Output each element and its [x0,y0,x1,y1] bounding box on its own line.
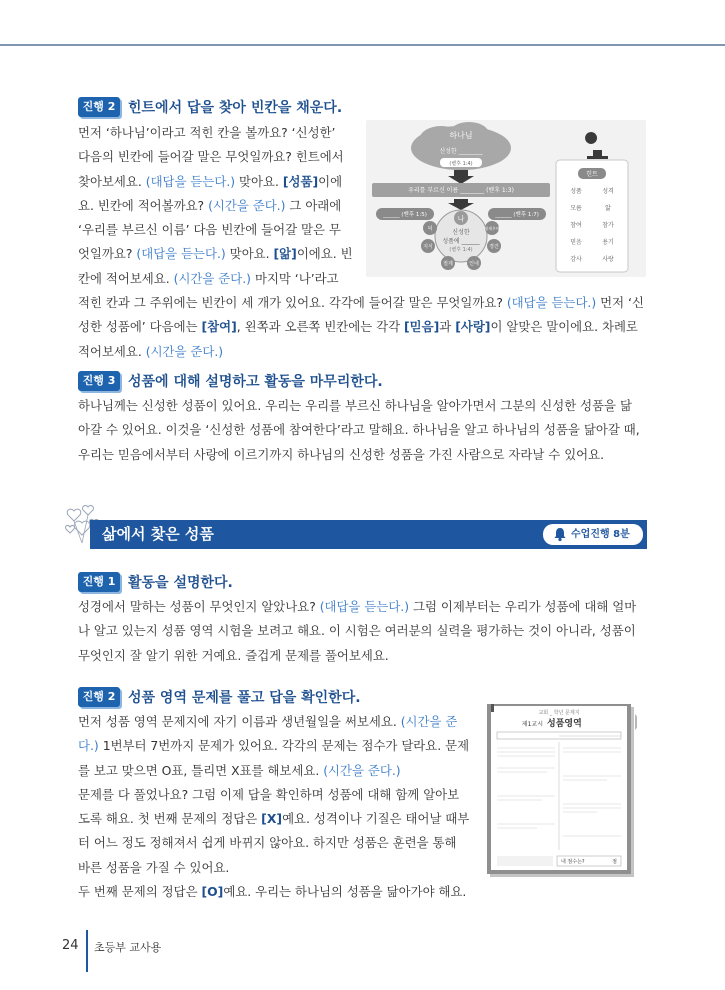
step-badge: 진행 1 [78,572,120,592]
svg-text:앎: 앎 [605,205,611,212]
page-number: 24 [62,938,79,953]
text-run: 우리는 믿음에서부터 사랑에 이르기까지 하나님의 신성한 성품을 가진 사람으로 자라날 수 있어요. [78,446,605,462]
self-title: 나 [457,215,465,223]
bell-icon [553,527,567,542]
text-run: 예요. 성격이나 기질은 태어날 때부 [282,811,470,827]
test-sheet-image [487,700,637,880]
step-heading [78,96,342,118]
top-rule [0,44,725,46]
footer-label: 초등부 교사용 [94,941,162,954]
body-line [78,807,469,831]
text-run: 도록 해요. 첫 번째 문제의 정답은 [78,811,262,827]
answer-text: [앎] [273,246,297,262]
svg-text:______ (벧후 1:5): ______ (벧후 1:5) [383,212,427,218]
svg-text:지식: 지식 [423,244,433,250]
body-line [78,710,469,734]
step-title: 성품 영역 문제를 풀고 답을 확인한다. [128,690,361,706]
body-line [78,759,469,783]
text-run: 적힌 칸과 그 주위에는 빈칸이 세 개가 있어요. 각각에 들어갈 말은 무엇일까요? [78,295,507,311]
step-title: 힌트에서 답을 찾아 빈칸을 채운다. [128,100,343,116]
step-badge: 진행 3 [78,371,120,391]
svg-text:성격: 성격 [602,188,614,195]
svg-text:감사: 감사 [570,256,582,263]
body-line [78,831,469,855]
teacher-cue: (시간을 준다.) [145,343,224,359]
body-line [78,291,644,315]
text-run: 칸에 적어보세요. [78,270,174,286]
svg-text:믿음: 믿음 [570,239,582,246]
diagram-svg [366,120,646,277]
step-heading [78,571,233,593]
text-run: 맞아요. [225,246,274,262]
body-line [78,644,636,668]
teacher-cue: 다.) [78,738,99,754]
text-run: 그 아래에 [285,197,342,213]
svg-text:절제: 절제 [443,261,453,267]
answer-text: [참여] [201,319,237,335]
sheet-period: 제1교시 [521,721,543,728]
svg-text:모름: 모름 [570,205,582,212]
text-run: 문제를 다 풀었나요? 그럼 이제 답을 확인하며 성품에 대해 함께 알아보 [78,786,460,802]
time-label: 수업진행 8분 [571,529,630,540]
section-banner [90,520,647,549]
score-unit: 점 [612,859,617,865]
text-run: 성한 성품에’ 다음에는 [78,319,202,335]
text-run: 적어보세요. [78,343,146,359]
step-badge: 진행 2 [78,97,120,117]
text-run: 찾아보세요. [78,173,146,189]
text-run: 다음의 빈칸에 들어갈 말은 무엇일까요? 힌트에서 [78,149,344,165]
text-run: 그럼 이제부터는 우리가 성품에 대해 얼마 [409,599,637,614]
svg-text:성품: 성품 [570,188,582,195]
text-run: 를 보고 맞으면 O표, 틀리면 X표를 해보세요. [78,762,324,778]
teacher-cue: (시간을 준다.) [323,762,401,778]
text-run: 이 알맞은 말이에요. 차례로 [490,319,638,335]
text-run: 1번부터 7번까지 문제가 있어요. 각각의 문제는 점수가 달라요. 문제 [98,738,470,754]
text-run: , 왼쪽과 오른쪽 빈칸에는 각각 [236,319,405,335]
svg-text:참가: 참가 [602,222,614,229]
body-line [78,856,469,880]
body-line [78,595,636,619]
svg-text:사랑: 사랑 [602,256,614,263]
text-run: 이에 [318,173,343,189]
text-run: 먼저 성품 영역 문제지에 자기 이름과 생년월일을 써보세요. [78,714,401,729]
answer-text: [믿음] [404,319,440,335]
text-run: 나 알고 있는지 성품 영역 시험을 보려고 해요. 이 시험은 여러분의 실력을 평가하는 것이 아니라, 성품이 [78,623,636,639]
text-run: 예요. 우리는 하나님의 성품을 닮아가야 해요. [223,884,467,900]
sheet-subject: 성품영역 [547,719,582,729]
text-run: 아갈 수 있어요. 이것을 ‘신성한 성품에 참여한다’라고 말해요. 하나님을 알고 하나님의 성품을 닮아갈 때, [78,422,640,438]
svg-text:형제우애: 형제우애 [484,226,500,231]
text-run: 하나님께는 신성한 성품이 있어요. 우리는 우리를 부르신 하나님을 알아가면서 그분의 신성한 성품을 닮 [78,398,632,413]
step2b-body [78,710,469,904]
text-run: 성경에서 말하는 성품이 무엇인지 알았나요? [78,599,320,614]
svg-text:인내: 인내 [469,261,479,267]
body-line [78,315,644,339]
down-arrow-icon [448,199,474,210]
section-title: 삶에서 찾은 성품 [102,525,214,543]
step-heading [78,370,383,392]
name-bar-text: 우리를 부르신 이름 ________ (벧후 1:3) [408,187,514,194]
sheet-header: 교회 _ 학년 문제지 [538,710,580,716]
teacher-cue: (대답을 듣는다.) [506,295,597,311]
text-run: 맞아요. [235,173,283,189]
step-badge: 진행 2 [78,687,120,707]
svg-text:성품에 ______: 성품에 ______ [442,238,480,245]
body-line [78,734,469,758]
svg-text:덕: 덕 [427,226,433,232]
svg-text:경건: 경건 [489,244,499,250]
body-line [78,340,644,364]
score-label: 내 점수는? [561,859,585,865]
teacher-cue: (대답을 듣는다.) [136,246,226,262]
text-run: 요. 빈칸에 적어볼까요? [78,197,209,213]
text-run: 무엇인지 잘 알기 위한 거예요. 즐겁게 문제를 풀어보세요. [78,647,389,663]
down-arrow-icon [448,170,474,184]
hint-box [556,132,628,272]
text-run: 터 어느 정도 정해져서 쉽게 바뀌지 않아요. 하지만 성품은 훈련을 통해 [78,835,457,851]
body-line [78,880,469,904]
teacher-cue: (대답을 듣는다.) [319,599,410,614]
step3-body [78,394,640,467]
step-title: 활동을 설명한다. [128,575,233,591]
footer-divider [86,930,88,972]
time-pill [543,524,643,545]
binder-clip-icon [491,704,494,712]
text-run: 이에요. 빈 [296,246,353,262]
answer-text: [사랑] [455,319,491,335]
step-title: 성품에 대해 설명하고 활동을 마무리한다. [128,374,383,390]
test-sheet-svg [487,700,637,880]
teacher-cue: (시간을 준다.) [173,270,252,286]
teacher-cue: (대답을 듣는다.) [145,173,236,189]
svg-text:참여: 참여 [570,222,582,229]
svg-text:(벧후 1:4): (벧후 1:4) [449,247,473,253]
body-line [78,783,469,807]
body-line [78,418,640,442]
text-run: 먼저 ‘하나님’이라고 적힌 칸을 볼까요? ‘신성한’ [78,125,336,140]
character-diagram [366,120,646,277]
body-line [78,619,636,643]
step1-body [78,595,636,668]
svg-text:신성한: 신성한 [452,229,470,236]
cloud-title: 하나님 [449,131,473,140]
answer-text: [성품] [282,173,319,189]
hint-title: 힌트 [586,171,598,178]
text-run: 두 번째 문제의 정답은 [78,884,202,900]
body-line [78,443,640,467]
text-run: 바른 성품을 가질 수 있어요. [78,859,230,875]
text-run: ‘우리를 부르신 이름’ 다음 빈칸에 들어갈 말은 무 [78,222,341,238]
cloud-tag: (벧후 1:4) [449,161,473,167]
text-run: 과 [439,319,456,335]
body-line [78,394,640,418]
text-run: 먼저 ‘신 [596,295,644,311]
teacher-cue: (시간을 준 [400,714,458,729]
text-run: 엇일까요? [78,246,137,262]
answer-text: [O] [201,884,224,900]
teacher-cue: (시간을 준다.) [208,197,286,213]
text-run: 마지막 ‘나’라고 [251,270,339,286]
svg-text:용기: 용기 [602,239,614,246]
svg-text:______ (벧후 1:7): ______ (벧후 1:7) [495,212,539,218]
cloud-line: 신성한 ________ [439,148,483,155]
step-heading [78,686,361,708]
answer-text: [X] [261,811,283,827]
pin-icon [585,132,597,144]
